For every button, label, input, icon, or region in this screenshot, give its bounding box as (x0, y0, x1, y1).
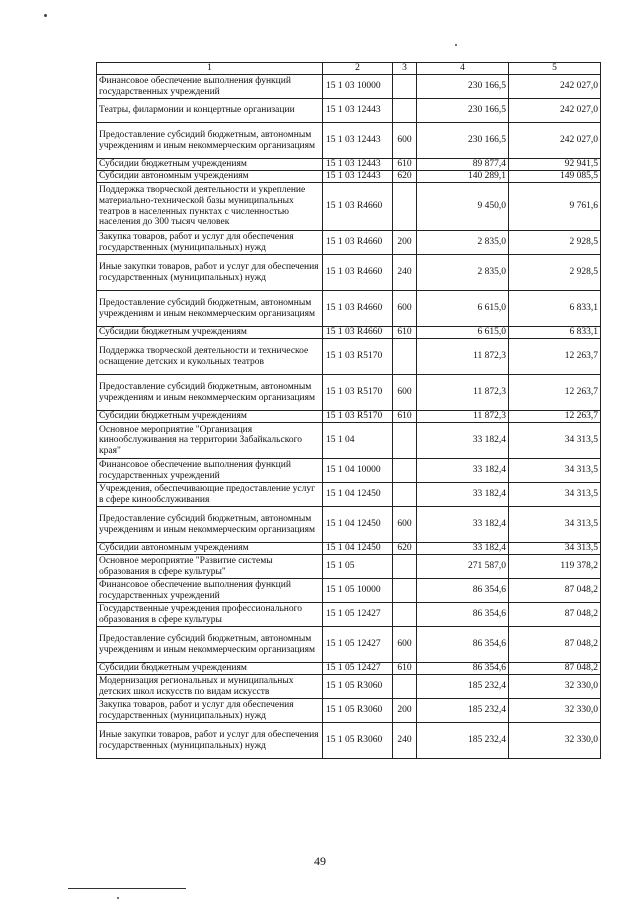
row-value-col5: 32 330,0 (509, 675, 601, 699)
row-value-col4: 2 835,0 (417, 255, 509, 291)
row-name: Предоставление субсидий бюджетным, автономным учреждениям и иным некоммерческим организациям (97, 123, 323, 159)
table-row (97, 123, 601, 159)
row-expense-type: 600 (393, 627, 417, 663)
row-expense-type: 610 (393, 663, 417, 675)
row-value-col4: 33 182,4 (417, 507, 509, 543)
column-header-2: 2 (323, 63, 393, 75)
row-value-col4: 6 615,0 (417, 327, 509, 339)
row-expense-type: 620 (393, 171, 417, 183)
table-row (97, 423, 601, 459)
row-name: Иные закупки товаров, работ и услуг для обеспечения государственных (муниципальных) нужд (97, 723, 323, 759)
row-expense-type (393, 423, 417, 459)
row-code: 15 1 03 12443 (323, 171, 393, 183)
row-value-col5: 87 048,2 (509, 603, 601, 627)
row-name: Предоставление субсидий бюджетным, автономным учреждениям и иным некоммерческим организациям (97, 507, 323, 543)
row-name: Поддержка творческой деятельности и укрепление материально-технической базы муниципальных театров в населенных пунктах с численностью населения до 300 тысяч человек (97, 183, 323, 231)
row-name: Основное мероприятие "Организация кинообслуживания на территории Забайкальского края" (97, 423, 323, 459)
row-code: 15 1 04 12450 (323, 507, 393, 543)
row-expense-type: 610 (393, 411, 417, 423)
row-value-col5: 12 263,7 (509, 375, 601, 411)
row-name: Субсидии автономным учреждениям (97, 171, 323, 183)
row-value-col5: 242 027,0 (509, 123, 601, 159)
row-value-col5: 119 378,2 (509, 555, 601, 579)
row-expense-type (393, 675, 417, 699)
row-value-col5: 92 941,5 (509, 159, 601, 171)
row-name: Учреждения, обеспечивающие предоставление услуг в сфере кинообслуживания (97, 483, 323, 507)
row-code: 15 1 04 12450 (323, 543, 393, 555)
row-expense-type (393, 99, 417, 123)
row-value-col5: 32 330,0 (509, 699, 601, 723)
row-value-col5: 34 313,5 (509, 423, 601, 459)
table-row (97, 255, 601, 291)
table-body (97, 63, 601, 759)
row-code: 15 1 03 12443 (323, 99, 393, 123)
row-value-col4: 11 872,3 (417, 339, 509, 375)
row-name: Субсидии бюджетным учреждениям (97, 663, 323, 675)
row-value-col4: 185 232,4 (417, 723, 509, 759)
table-row (97, 183, 601, 231)
row-value-col5: 2 928,5 (509, 231, 601, 255)
row-code: 15 1 03 R4660 (323, 291, 393, 327)
table-row (97, 675, 601, 699)
row-code: 15 1 05 10000 (323, 579, 393, 603)
row-value-col5: 12 263,7 (509, 339, 601, 375)
row-value-col4: 11 872,3 (417, 411, 509, 423)
row-name: Модернизация региональных и муниципальных детских школ искусств по видам искусств (97, 675, 323, 699)
row-value-col4: 89 877,4 (417, 159, 509, 171)
row-code: 15 1 05 (323, 555, 393, 579)
table-row (97, 75, 601, 99)
table-row (97, 627, 601, 663)
row-value-col5: 34 313,5 (509, 507, 601, 543)
scan-mark (44, 14, 47, 17)
scan-mark (117, 897, 119, 899)
row-code: 15 1 03 R4660 (323, 231, 393, 255)
row-name: Субсидии бюджетным учреждениям (97, 411, 323, 423)
row-name: Субсидии бюджетным учреждениям (97, 159, 323, 171)
table-row (97, 171, 601, 183)
row-value-col5: 34 313,5 (509, 543, 601, 555)
row-value-col4: 2 835,0 (417, 231, 509, 255)
row-code: 15 1 04 (323, 423, 393, 459)
row-code: 15 1 05 12427 (323, 627, 393, 663)
table-row (97, 459, 601, 483)
row-name: Государственные учреждения профессионального образования в сфере культуры (97, 603, 323, 627)
row-value-col4: 33 182,4 (417, 459, 509, 483)
row-value-col5: 242 027,0 (509, 99, 601, 123)
row-code: 15 1 03 12443 (323, 159, 393, 171)
row-value-col4: 185 232,4 (417, 675, 509, 699)
table-row (97, 579, 601, 603)
row-value-col5: 87 048,2 (509, 579, 601, 603)
row-value-col4: 6 615,0 (417, 291, 509, 327)
row-code: 15 1 05 12427 (323, 663, 393, 675)
table-row (97, 339, 601, 375)
table-row (97, 159, 601, 171)
scan-mark (455, 44, 457, 46)
table-row (97, 603, 601, 627)
row-name: Предоставление субсидий бюджетным, автономным учреждениям и иным некоммерческим организациям (97, 291, 323, 327)
column-header-5: 5 (509, 63, 601, 75)
table-row (97, 99, 601, 123)
row-expense-type: 600 (393, 507, 417, 543)
row-code: 15 1 03 R5170 (323, 339, 393, 375)
row-expense-type (393, 483, 417, 507)
row-value-col4: 230 166,5 (417, 99, 509, 123)
table-row (97, 231, 601, 255)
row-code: 15 1 03 R4660 (323, 255, 393, 291)
row-code: 15 1 05 R3060 (323, 675, 393, 699)
row-value-col5: 9 761,6 (509, 183, 601, 231)
budget-table (96, 62, 601, 759)
row-value-col4: 86 354,6 (417, 663, 509, 675)
row-value-col5: 32 330,0 (509, 723, 601, 759)
row-name: Закупка товаров, работ и услуг для обеспечения государственных (муниципальных) нужд (97, 231, 323, 255)
row-name: Иные закупки товаров, работ и услуг для обеспечения государственных (муниципальных) нужд (97, 255, 323, 291)
row-value-col4: 86 354,6 (417, 627, 509, 663)
row-expense-type: 200 (393, 231, 417, 255)
row-value-col4: 11 872,3 (417, 375, 509, 411)
row-code: 15 1 04 10000 (323, 459, 393, 483)
row-expense-type (393, 459, 417, 483)
column-header-3: 3 (393, 63, 417, 75)
row-code: 15 1 05 R3060 (323, 723, 393, 759)
row-name: Предоставление субсидий бюджетным, автономным учреждениям и иным некоммерческим организациям (97, 627, 323, 663)
table-row (97, 411, 601, 423)
table-row (97, 327, 601, 339)
table-row (97, 699, 601, 723)
row-value-col5: 34 313,5 (509, 483, 601, 507)
row-value-col5: 34 313,5 (509, 459, 601, 483)
row-expense-type (393, 603, 417, 627)
table-row (97, 663, 601, 675)
table-row (97, 375, 601, 411)
row-value-col4: 33 182,4 (417, 483, 509, 507)
row-name: Финансовое обеспечение выполнения функций государственных учреждений (97, 459, 323, 483)
table-row (97, 723, 601, 759)
row-expense-type: 610 (393, 327, 417, 339)
row-value-col4: 9 450,0 (417, 183, 509, 231)
row-value-col4: 185 232,4 (417, 699, 509, 723)
footer-divider (68, 888, 186, 889)
row-code: 15 1 03 R4660 (323, 327, 393, 339)
row-expense-type (393, 183, 417, 231)
row-code: 15 1 03 10000 (323, 75, 393, 99)
row-expense-type (393, 339, 417, 375)
row-value-col4: 86 354,6 (417, 603, 509, 627)
row-name: Поддержка творческой деятельности и техническое оснащение детских и кукольных театров (97, 339, 323, 375)
row-expense-type: 200 (393, 699, 417, 723)
row-code: 15 1 03 R4660 (323, 183, 393, 231)
row-value-col4: 230 166,5 (417, 75, 509, 99)
row-name: Предоставление субсидий бюджетным, автономным учреждениям и иным некоммерческим организациям (97, 375, 323, 411)
row-expense-type: 620 (393, 543, 417, 555)
row-code: 15 1 03 R5170 (323, 375, 393, 411)
row-name: Финансовое обеспечение выполнения функций государственных учреждений (97, 579, 323, 603)
row-value-col4: 33 182,4 (417, 543, 509, 555)
row-expense-type (393, 555, 417, 579)
row-expense-type (393, 579, 417, 603)
row-value-col4: 86 354,6 (417, 579, 509, 603)
table-header-row (97, 63, 601, 75)
row-expense-type: 600 (393, 291, 417, 327)
table-row (97, 507, 601, 543)
row-name: Финансовое обеспечение выполнения функций государственных учреждений (97, 75, 323, 99)
table-row (97, 291, 601, 327)
column-header-1: 1 (97, 63, 323, 75)
row-value-col5: 87 048,2 (509, 627, 601, 663)
row-name: Субсидии бюджетным учреждениям (97, 327, 323, 339)
row-code: 15 1 04 12450 (323, 483, 393, 507)
row-expense-type: 600 (393, 123, 417, 159)
row-expense-type: 240 (393, 723, 417, 759)
row-value-col5: 6 833,1 (509, 291, 601, 327)
row-value-col5: 2 928,5 (509, 255, 601, 291)
row-expense-type (393, 75, 417, 99)
page-number: 49 (314, 854, 326, 868)
table-row (97, 555, 601, 579)
row-expense-type: 240 (393, 255, 417, 291)
row-value-col5: 6 833,1 (509, 327, 601, 339)
row-name: Закупка товаров, работ и услуг для обеспечения государственных (муниципальных) нужд (97, 699, 323, 723)
row-name: Субсидии автономным учреждениям (97, 543, 323, 555)
row-name: Основное мероприятие "Развитие системы образования в сфере культуры" (97, 555, 323, 579)
row-code: 15 1 05 12427 (323, 603, 393, 627)
row-name: Театры, филармонии и концертные организации (97, 99, 323, 123)
row-value-col4: 271 587,0 (417, 555, 509, 579)
column-header-4: 4 (417, 63, 509, 75)
row-expense-type: 610 (393, 159, 417, 171)
row-code: 15 1 03 12443 (323, 123, 393, 159)
row-value-col5: 149 085,5 (509, 171, 601, 183)
table-row (97, 543, 601, 555)
row-value-col4: 140 289,1 (417, 171, 509, 183)
row-expense-type: 600 (393, 375, 417, 411)
table-row (97, 483, 601, 507)
row-code: 15 1 03 R5170 (323, 411, 393, 423)
row-value-col5: 242 027,0 (509, 75, 601, 99)
row-value-col5: 87 048,2 (509, 663, 601, 675)
row-value-col5: 12 263,7 (509, 411, 601, 423)
row-code: 15 1 05 R3060 (323, 699, 393, 723)
row-value-col4: 33 182,4 (417, 423, 509, 459)
row-value-col4: 230 166,5 (417, 123, 509, 159)
